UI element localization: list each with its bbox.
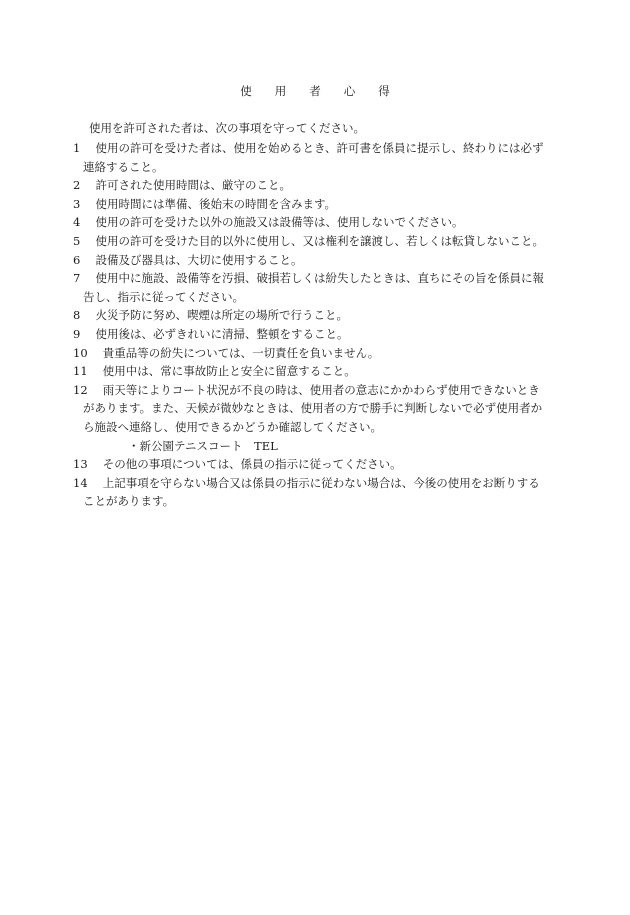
rule-text: その他の事項については、係員の指示に従ってください。 <box>102 457 402 472</box>
rule-number: 9 <box>73 326 81 341</box>
rule-item <box>73 381 563 455</box>
rule-number: 11 <box>73 364 88 379</box>
rule-number: 10 <box>73 345 88 360</box>
rule-line <box>73 344 563 363</box>
contact-line: ・新公園テニスコート TEL <box>128 438 278 453</box>
rule-continuation: があります。また、天候が微妙なときは、使用者の方で勝手に判断しないで必ず使用者か <box>83 401 543 416</box>
rule-text: 雨天等によりコート状況が不良の時は、使用者の意志にかかわらず使用できないとき <box>102 382 540 397</box>
rule-item <box>73 176 563 195</box>
rule-number: 13 <box>73 457 88 472</box>
rule-text: 使用の許可を受けた者は、使用を始めるとき、許可書を係員に提示し、終わりには必ず <box>95 141 544 155</box>
rule-continuation: ら施設へ連絡し、使用できるかどうか確認してください。 <box>83 419 382 434</box>
rule-line <box>73 139 563 158</box>
rule-number: 14 <box>73 475 88 490</box>
rule-line <box>73 269 563 288</box>
rule-line <box>73 232 563 251</box>
rule-number: 4 <box>73 215 81 230</box>
rule-text: 使用中に施設、設備等を汚損、破損若しくは紛失したときは、直ちにその旨を係員に報 <box>95 271 544 286</box>
rule-number: 6 <box>73 252 81 267</box>
rule-text: 上記事項を守らない場合又は係員の指示に従わない場合は、今後の使用をお断りする <box>102 475 540 490</box>
rule-line <box>73 325 563 344</box>
rule-text: 設備及び器具は、大切に使用すること。 <box>95 252 303 267</box>
rule-line <box>73 195 563 214</box>
rule-line <box>73 455 563 474</box>
rule-item <box>73 362 563 381</box>
rule-item <box>73 344 563 363</box>
rule-number: 12 <box>73 382 88 397</box>
rule-continuation: 連絡すること。 <box>83 159 164 174</box>
rule-item <box>73 232 563 251</box>
intro-text: 使用を許可された者は、次の事項を守ってください。 <box>89 121 365 135</box>
rule-number: 5 <box>73 233 81 248</box>
rule-line <box>73 213 563 232</box>
rule-item <box>73 195 563 214</box>
rule-item <box>73 269 563 306</box>
rule-number: 8 <box>73 308 81 323</box>
rule-text: 使用の許可を受けた目的以外に使用し、又は権利を譲渡し、若しくは転貸しないこと。 <box>95 233 544 248</box>
rule-item <box>73 455 563 474</box>
rule-item <box>73 139 563 176</box>
rule-line <box>73 306 563 325</box>
rule-continuation: ことがあります。 <box>83 494 175 509</box>
rule-text: 火災予防に努め、喫煙は所定の場所で行うこと。 <box>95 308 349 323</box>
rule-line <box>73 381 563 400</box>
rule-number: 7 <box>73 271 81 286</box>
rule-text: 使用後は、必ずきれいに清掃、整頓をすること。 <box>95 326 349 341</box>
rule-line <box>73 474 563 493</box>
page-title: 使 用 者 心 得 <box>240 84 390 98</box>
rule-item <box>73 213 563 232</box>
rule-number: 1 <box>73 141 81 155</box>
rule-text: 許可された使用時間は、厳守のこと。 <box>95 178 291 193</box>
rule-line <box>73 176 563 195</box>
rules-list <box>73 139 563 511</box>
rule-item <box>73 251 563 270</box>
rule-number: 2 <box>73 178 81 193</box>
rule-item <box>73 325 563 344</box>
rule-item <box>73 306 563 325</box>
rule-text: 使用の許可を受けた以外の施設又は設備等は、使用しないでください。 <box>95 215 464 230</box>
rule-number: 3 <box>73 196 81 211</box>
rule-text: 使用時間には準備、後始末の時間を含みます。 <box>95 196 337 211</box>
rule-text: 使用中は、常に事故防止と安全に留意すること。 <box>102 364 356 379</box>
rule-item <box>73 474 563 511</box>
rule-line <box>73 251 563 270</box>
rule-text: 貴重品等の紛失については、一切責任を負いません。 <box>102 345 380 360</box>
rule-continuation: 告し、指示に従ってください。 <box>83 289 244 304</box>
rule-line <box>73 362 563 381</box>
